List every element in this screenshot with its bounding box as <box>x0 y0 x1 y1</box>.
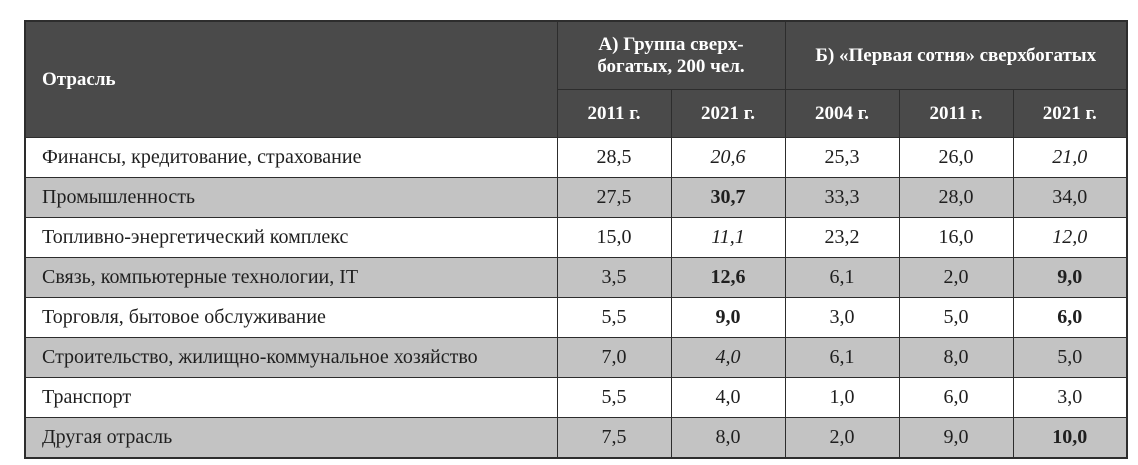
value-cell: 26,0 <box>899 138 1013 178</box>
value-cell: 12,0 <box>1013 218 1127 258</box>
value-cell: 6,0 <box>899 378 1013 418</box>
value-cell: 6,1 <box>785 258 899 298</box>
value-cell: 11,1 <box>671 218 785 258</box>
value-cell: 3,0 <box>1013 378 1127 418</box>
value-cell: 20,6 <box>671 138 785 178</box>
value-cell: 5,5 <box>557 298 671 338</box>
table-row <box>25 258 1127 298</box>
value-cell: 3,0 <box>785 298 899 338</box>
value-cell: 34,0 <box>1013 178 1127 218</box>
industry-label: Связь, компьютерные технологии, IT <box>25 258 557 298</box>
value-cell: 23,2 <box>785 218 899 258</box>
industry-label: Строительство, жилищно-коммунальное хозяйство <box>25 338 557 378</box>
industry-label: Финансы, кредитование, страхование <box>25 138 557 178</box>
value-cell: 30,7 <box>671 178 785 218</box>
value-cell: 25,3 <box>785 138 899 178</box>
year-header: 2021 г. <box>671 90 785 138</box>
industry-label: Торговля, бытовое обслуживание <box>25 298 557 338</box>
value-cell: 8,0 <box>899 338 1013 378</box>
value-cell: 7,0 <box>557 338 671 378</box>
value-cell: 27,5 <box>557 178 671 218</box>
year-header: 2011 г. <box>557 90 671 138</box>
value-cell: 7,5 <box>557 418 671 459</box>
table-row <box>25 418 1127 459</box>
table-row <box>25 298 1127 338</box>
group-a-header: А) Группа сверх-богатых, 200 чел. <box>557 21 785 90</box>
value-cell: 5,5 <box>557 378 671 418</box>
value-cell: 1,0 <box>785 378 899 418</box>
value-cell: 21,0 <box>1013 138 1127 178</box>
table-row <box>25 218 1127 258</box>
value-cell: 6,1 <box>785 338 899 378</box>
industry-label: Другая отрасль <box>25 418 557 459</box>
value-cell: 2,0 <box>899 258 1013 298</box>
value-cell: 28,0 <box>899 178 1013 218</box>
value-cell: 2,0 <box>785 418 899 459</box>
table-row <box>25 138 1127 178</box>
industry-label: Топливно-энергетический комплекс <box>25 218 557 258</box>
value-cell: 33,3 <box>785 178 899 218</box>
year-header: 2021 г. <box>1013 90 1127 138</box>
value-cell: 16,0 <box>899 218 1013 258</box>
year-header: 2011 г. <box>899 90 1013 138</box>
table-body <box>25 138 1127 459</box>
year-header: 2004 г. <box>785 90 899 138</box>
table-row <box>25 378 1127 418</box>
value-cell: 5,0 <box>899 298 1013 338</box>
value-cell: 12,6 <box>671 258 785 298</box>
value-cell: 10,0 <box>1013 418 1127 459</box>
value-cell: 28,5 <box>557 138 671 178</box>
value-cell: 15,0 <box>557 218 671 258</box>
value-cell: 9,0 <box>671 298 785 338</box>
industry-label: Транспорт <box>25 378 557 418</box>
industry-label: Промышленность <box>25 178 557 218</box>
value-cell: 9,0 <box>899 418 1013 459</box>
value-cell: 9,0 <box>1013 258 1127 298</box>
value-cell: 3,5 <box>557 258 671 298</box>
industry-table <box>24 20 1128 459</box>
value-cell: 8,0 <box>671 418 785 459</box>
header-row-groups <box>25 21 1127 90</box>
value-cell: 4,0 <box>671 378 785 418</box>
table-row <box>25 178 1127 218</box>
table-row <box>25 338 1127 378</box>
value-cell: 4,0 <box>671 338 785 378</box>
industry-column-header: Отрасль <box>25 21 557 138</box>
group-b-header: Б) «Первая сотня» сверхбогатых <box>785 21 1127 90</box>
table-header <box>25 21 1127 138</box>
value-cell: 6,0 <box>1013 298 1127 338</box>
value-cell: 5,0 <box>1013 338 1127 378</box>
